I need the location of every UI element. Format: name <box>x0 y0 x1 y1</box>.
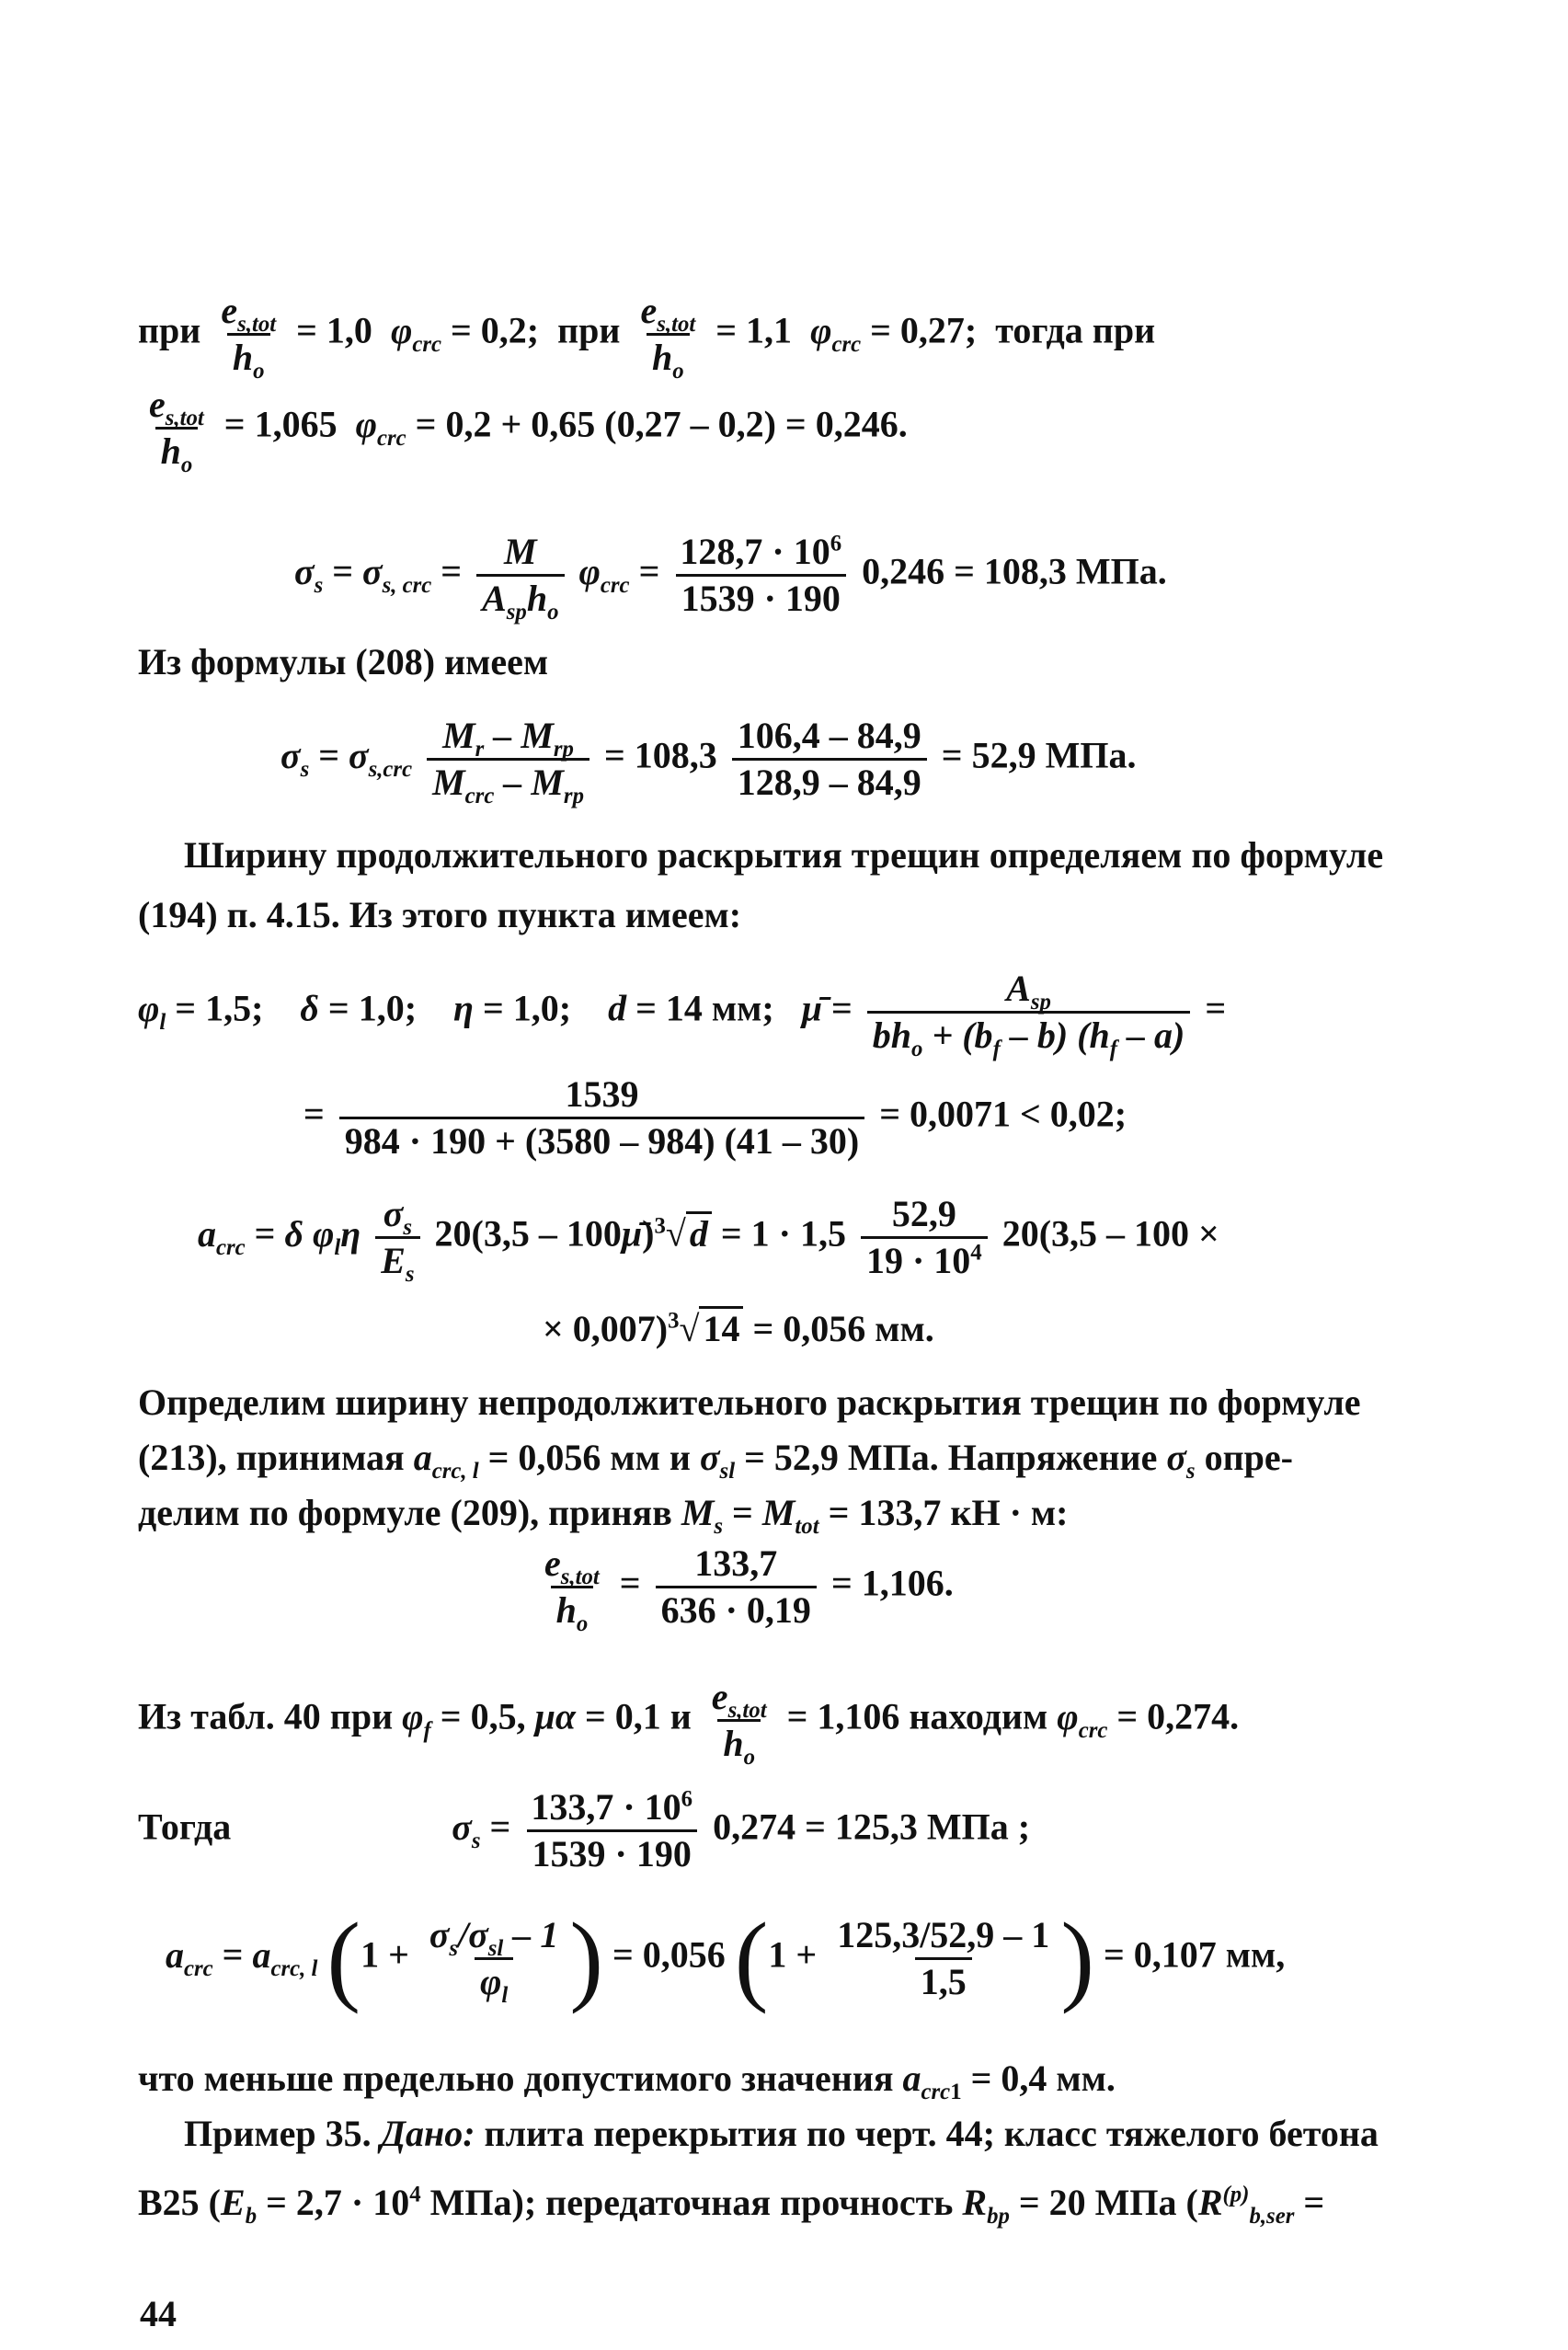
text-line-20: Пример 35. Дано: плита перекрытия по черт. 44; класс тяжелого бетона <box>184 2113 1379 2154</box>
text-line-16: Из табл. 40 при $\varphi_f = 0,5$, μα = 0,1 и $\frac{e_{s,tot}}{h_o}$ = 1,106 находим $\varphi_{crc} = 0,274$. <box>138 1676 1240 1770</box>
formula-sigma-s: $\sigma_s = \sigma_{s, crc}$ = $\frac{M}{A_{sp}h_o}$ $\varphi_{crc}$ = $\frac{128,7 \cdot 10^6}{1539 \cdot 190}$ 0,246 = 108,3 МПа. <box>294 531 1167 625</box>
text-line-17: Тогда $\sigma_s$ = $\frac{133,7 \cdot 10^6}{1539 \cdot 190}$ 0,274 = 125,3 МПа ; <box>138 1786 1031 1874</box>
text-line-2: $\frac{e_{s,tot}}{h_o}$ = 1,065 $\varphi_{crc} = 0,2 + 0,65$ (0,27 – 0,2) = 0,246. <box>149 384 908 477</box>
text-line-7: (194) п. 4.15. Из этого пункта имеем: <box>138 894 742 935</box>
text-line-1: при $\frac{e_{s,tot}}{h_o}$ = 1,0 $\varphi_{crc} = 0,2$; при $\frac{e_{s,tot}}{h_o}$ = 1,1 $\varphi_{crc} = 0,27$; тогда при <box>138 290 1156 384</box>
formula-acrc: $a_{crc} = \delta$ $\varphi_l\eta$ $\frac{\sigma_s}{E_s}$ 20(3,5 – 100μ̄)$^3$√ d = 1 · 1,5 $\frac{52,9}{19 \cdot 10^4}$ 20(3,5 – 100 × <box>198 1193 1219 1287</box>
formula-acrc-short: $a_{crc} = a_{crc, l}$ (1 + $\frac{\sigma_s/\sigma_{sl} - 1}{\varphi_l}$ ) = 0,056 (1 + $\frac{125,3/52,9 - 1}{1,5}$ ) = 0,107 мм, <box>166 1902 1286 2014</box>
formula-mu-value: = $\frac{1539}{984 \cdot 190 + (3580 - 984) (41 - 30)}$ = 0,0071 < 0,02; <box>303 1073 1127 1162</box>
formula-sigma-s-208: $\sigma_s = \sigma_{s,crc}$ $\frac{M_r - M_{rp}}{M_{crc} - M_{rp}}$ = 108,3 $\frac{106,4 - 84,9}{128,9 - 84,9}$ = 52,9 МПа. <box>280 715 1137 808</box>
formula-es-tot-ratio: $\frac{e_{s,tot}}{h_o}$ = $\frac{133,7}{636 \cdot 0,19}$ = 1,106. <box>544 1542 954 1636</box>
text-line-12: Определим ширину непродолжительного раскрытия трещин по формуле <box>138 1381 1361 1423</box>
formula-mu: $\varphi_l = 1,5$; δ = 1,0; η = 1,0; d = 14 мм; μ̄ = $\frac{A_{sp}}{bh_o + (b_f - b) (h_f - a)}$ = <box>138 968 1227 1061</box>
text-line-19: что меньше предельно допустимого значения $a_{crc1} = 0,4$ мм. <box>138 2058 1116 2104</box>
text-line-21: B25 ($E_b = 2,7 \cdot 10^4$ МПа); передаточная прочность $R_{bp} = 20$ МПа ($R^{(p)}_{b,ser}$ = <box>138 2182 1325 2229</box>
text-line-6: Ширину продолжительного раскрытия трещин определяем по формуле <box>184 834 1384 876</box>
formula-acrc-cont: × 0,007)$^3$√ 14 = 0,056 мм. <box>543 1308 934 1349</box>
page-number: 44 <box>140 2293 177 2334</box>
text-line-4: Из формулы (208) имеем <box>138 641 549 682</box>
text-line-13: (213), принимая $a_{crc, l} = 0,056$ мм и $\sigma_{sl} = 52,9$ МПа. Напряжение $\sigma_s$ опре- <box>138 1437 1293 1484</box>
text-line-14: делим по формуле (209), приняв $M_s = M_{tot} = 133,7$ кН · м: <box>138 1492 1069 1539</box>
